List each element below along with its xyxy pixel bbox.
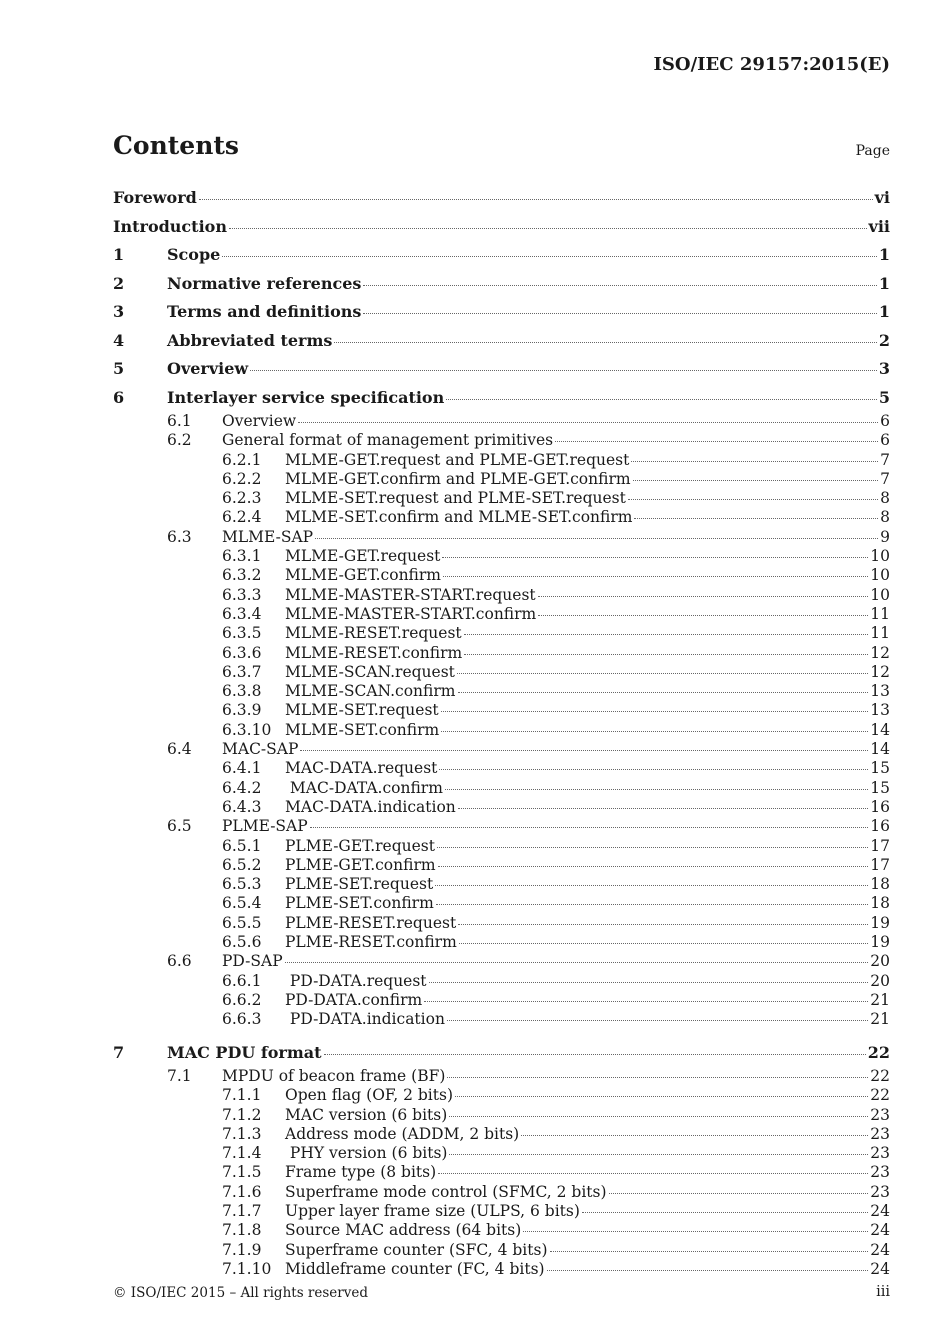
toc-entry-title: PLME-RESET.confirm [285,933,457,952]
toc-entry-number: 5 [113,359,125,378]
toc-entry-page: 23 [870,1105,890,1124]
toc-entry-title: MLME-SAP [222,527,314,546]
toc-entry-title: MLME-MASTER-START.confirm [285,604,537,623]
toc-entry-number: 6.6.3 [222,1010,262,1029]
toc-entry[interactable] [113,740,890,759]
toc-entry[interactable] [113,241,890,270]
toc-entry-title: MLME-RESET.request [285,624,462,643]
toc-entry-title: MAC-DATA.confirm [285,778,443,797]
toc-entry-number: 4 [113,330,125,350]
toc-entry-number: 6.5.5 [222,913,262,932]
toc-entry-page: 15 [870,778,890,797]
toc-entry[interactable] [113,701,890,720]
toc-entry[interactable] [113,1106,890,1125]
toc-entry-title: MLME-SCAN.request [285,662,455,681]
dot-leader [582,1212,868,1213]
toc-entry-title: PLME-SAP [222,817,308,836]
dot-leader [609,1193,869,1194]
dot-leader [437,847,868,848]
toc-entry-page: 23 [870,1124,890,1143]
toc-entry[interactable] [113,914,890,933]
toc-entry[interactable] [113,817,890,836]
dot-leader [449,1116,868,1117]
page-title: Contents [113,131,240,160]
toc-entry[interactable] [113,489,890,508]
toc-entry-number: 7.1.1 [222,1086,262,1105]
toc-entry-title: Source MAC address (64 bits) [285,1221,522,1240]
page-column-label: Page [855,143,890,159]
toc-entry-page: 24 [870,1259,890,1278]
toc-entry[interactable] [113,779,890,798]
dot-leader [334,342,876,343]
toc-entry-title: PD-DATA.request [285,971,427,990]
toc-entry-title: MAC-DATA.indication [285,797,456,816]
toc-entry-title: MAC-SAP [222,740,299,759]
toc-entry[interactable] [113,586,890,605]
toc-entry-number: 1 [113,245,125,264]
toc-entry-page: 8 [880,489,890,508]
dot-leader [441,731,868,732]
toc-entry[interactable] [113,1039,890,1068]
dot-leader [459,943,868,944]
toc-entry-number: 6.2.2 [222,469,262,488]
toc-entry-page: 6 [880,412,890,430]
toc-entry-number: 6.3.2 [222,566,262,585]
toc-entry[interactable] [113,566,890,585]
dot-leader [628,499,878,500]
toc-entry[interactable] [113,875,890,894]
toc-entry[interactable] [113,528,890,547]
toc-entry-number: 6.3.5 [222,624,262,643]
toc-entry-number: 2 [113,273,125,293]
dot-leader [443,576,868,577]
toc-entry-number: 6.6 [167,952,192,971]
toc-entry[interactable] [113,1183,890,1202]
toc-entry-page: 24 [870,1202,890,1221]
toc-entry-number: 6.4 [167,740,192,759]
toc-entry-page: 18 [870,894,890,913]
toc-entry-number: 7 [113,1042,125,1062]
toc-entry-title: MPDU of beacon frame (BF) [222,1067,446,1085]
toc-entry[interactable] [113,355,890,384]
toc-entry-title: PLME-RESET.request [285,913,457,932]
toc-entry-title: Frame type (8 bits) [285,1163,437,1182]
toc-entry[interactable] [113,682,890,701]
toc-entry-title: Foreword [113,188,197,207]
toc-entry-page: 1 [878,245,890,264]
toc-entry-number: 6.5 [167,817,192,836]
toc-entry-page: 18 [870,875,890,894]
dot-leader [315,538,878,539]
toc-entry-title: Overview [167,359,249,378]
toc-entry-title: MAC version (6 bits) [285,1105,448,1124]
toc-entry-number: 6.5.4 [222,894,262,913]
toc-entry[interactable] [113,384,890,413]
toc-entry-title: PD-SAP [222,952,283,971]
toc-entry-number: 7.1.3 [222,1124,262,1143]
toc-entry-number: 6.3 [167,527,192,546]
dot-leader [298,422,878,423]
toc-entry[interactable] [113,605,890,624]
toc-entry-page: 22 [867,1042,890,1062]
toc-entry-page: 20 [870,971,890,990]
toc-entry[interactable] [113,933,890,952]
dot-leader [455,1096,868,1097]
toc-entry-number: 7.1.7 [222,1202,262,1221]
toc-entry-page: 15 [870,759,890,778]
toc-entry-number: 7.1.9 [222,1240,262,1259]
toc-entry-page: 1 [878,273,890,293]
dot-leader [633,480,879,481]
toc-entry[interactable] [113,470,890,489]
dot-leader [229,228,867,229]
toc-entry-title: MLME-SET.confirm and MLME-SET.confirm [285,508,633,527]
dot-leader [441,711,869,712]
toc-entry-number: 6.1 [167,412,192,430]
dot-leader [550,1251,869,1252]
toc-entry-page: 16 [870,817,890,836]
toc-entry-title: MLME-MASTER-START.request [285,585,536,604]
toc-entry-number: 7.1.5 [222,1163,262,1182]
dot-leader [464,654,868,655]
toc-entry-number: 6.2 [167,431,192,450]
toc-entry-title: MLME-GET.confirm and PLME-GET.confirm [285,469,631,488]
toc-entry[interactable] [113,991,890,1010]
toc-entry-number: 7.1.10 [222,1259,272,1278]
dot-leader [442,557,868,558]
toc-entry[interactable] [113,213,890,242]
toc-entry-title: Upper layer frame size (ULPS, 6 bits) [285,1202,580,1221]
toc-entry-page: vii [868,216,890,236]
dot-leader [436,904,868,905]
dot-leader [324,1054,866,1055]
toc-entry-number: 6.3.4 [222,604,262,623]
toc-entry[interactable] [113,721,890,740]
toc-entry-title: PLME-SET.confirm [285,894,434,913]
toc-entry-number: 6.4.1 [222,759,262,778]
toc-entry[interactable] [113,547,890,566]
toc-entry-title: General format of management primitives [222,431,554,450]
toc-entry-page: 7 [880,469,890,488]
toc-entry-title: MLME-SET.request and PLME-SET.request [285,489,626,508]
dot-leader [447,1077,868,1078]
dot-leader [458,692,869,693]
toc-entry-title: PHY version (6 bits) [285,1144,448,1163]
toc-entry-title: Abbreviated terms [167,330,333,350]
dot-leader [547,1270,869,1271]
toc-entry-title: MLME-GET.request and PLME-GET.request [285,450,630,469]
toc-entry-number: 6.2.1 [222,450,262,469]
toc-entry-number: 7.1.2 [222,1105,262,1124]
toc-entry-number: 6.3.6 [222,643,262,662]
dot-leader [631,461,878,462]
toc-entry-number: 6.6.2 [222,990,262,1009]
dot-leader [363,285,876,286]
footer-copyright: © ISO/IEC 2015 – All rights reserved [113,1285,368,1301]
dot-leader [429,982,869,983]
toc-entry-page: 10 [870,585,890,604]
dot-leader [199,199,873,200]
toc-entry-number: 6.5.6 [222,933,262,952]
toc-entry-number: 6.3.7 [222,662,262,681]
dot-leader [523,1231,868,1232]
toc-entry[interactable] [113,431,890,450]
toc-entry-page: 10 [870,566,890,585]
toc-entry[interactable] [113,1010,890,1029]
toc-entry-title: Middleframe counter (FC, 4 bits) [285,1259,545,1278]
dot-leader [555,441,878,442]
toc-entry-number: 7.1.8 [222,1221,262,1240]
toc-entry-title: Terms and definitions [167,302,362,321]
toc-entry[interactable] [113,270,890,299]
toc-entry-page: 10 [870,547,890,566]
toc-entry-number: 6.3.8 [222,682,262,701]
toc-entry[interactable] [113,1163,890,1182]
toc-entry-page: 11 [870,624,890,643]
toc-entry[interactable] [113,1086,890,1105]
toc-entry-number: 6.3.9 [222,701,262,720]
toc-entry[interactable] [113,1125,890,1144]
toc-entry-page: 1 [878,302,890,321]
toc-entry[interactable] [113,894,890,913]
dot-leader [285,962,869,963]
toc-entry-title: MLME-SET.confirm [285,720,440,739]
toc-entry-page: 9 [880,527,890,546]
dot-leader [438,1173,868,1174]
toc-entry-page: vi [874,188,890,207]
dot-leader [445,789,868,790]
toc-entry[interactable] [113,451,890,470]
toc-entry-title: Interlayer service specification [167,387,445,407]
dot-leader [521,1135,868,1136]
toc-entry-page: 11 [870,604,890,623]
toc-entry-page: 23 [870,1144,890,1163]
toc-entry-title: Address mode (ADDM, 2 bits) [285,1124,520,1143]
toc-entry[interactable] [113,798,890,817]
toc-entry-page: 21 [870,1010,890,1029]
toc-entry[interactable] [113,1144,890,1163]
toc-entry-title: MAC PDU format [167,1042,322,1062]
dot-leader [634,518,878,519]
toc-entry[interactable] [113,1241,890,1260]
toc-entry[interactable] [113,1202,890,1221]
toc-entry-page: 13 [870,701,890,720]
dot-leader [458,808,868,809]
toc-entry-title: Scope [167,245,221,264]
dot-leader [250,370,877,371]
toc-entry-title: Superframe mode control (SFMC, 2 bits) [285,1182,607,1201]
dot-leader [310,827,869,828]
toc-entry-title: MLME-SCAN.confirm [285,682,456,701]
toc-entry-number: 6.6.1 [222,971,262,990]
toc-entry-title: Introduction [113,216,227,236]
toc-entry-page: 17 [870,836,890,855]
toc-entry-page: 20 [870,952,890,971]
toc-entry-title: PLME-GET.request [285,836,435,855]
toc-entry[interactable] [113,856,890,875]
toc-entry[interactable] [113,759,890,778]
dot-leader [300,750,868,751]
toc-entry[interactable] [113,298,890,327]
toc-entry-title: Open flag (OF, 2 bits) [285,1086,453,1105]
footer-page-number: iii [876,1284,890,1300]
toc-entry-number: 6.2.4 [222,508,262,527]
toc-entry-number: 6.3.1 [222,547,262,566]
dot-leader [447,1020,868,1021]
toc-entry[interactable] [113,1260,890,1279]
toc-entry-title: PLME-SET.request [285,875,434,894]
toc-entry-title: PLME-GET.confirm [285,855,436,874]
toc-entry[interactable] [113,972,890,991]
toc-entry-page: 23 [870,1182,890,1201]
toc-entry-page: 22 [870,1067,890,1085]
toc-entry-title: Normative references [167,273,362,293]
toc-entry-page: 6 [880,431,890,450]
toc-entry[interactable] [113,184,890,213]
toc-entry-title: MLME-GET.confirm [285,566,441,585]
toc-entry-page: 3 [878,359,890,378]
toc-entry[interactable] [113,644,890,663]
table-of-contents [113,184,890,1279]
toc-entry-page: 12 [870,643,890,662]
toc-entry-page: 16 [870,797,890,816]
toc-entry-number: 6.5.1 [222,836,262,855]
dot-leader [457,673,868,674]
toc-entry-number: 7.1.4 [222,1144,262,1163]
toc-entry[interactable] [113,1067,890,1086]
toc-entry-page: 23 [870,1163,890,1182]
toc-entry[interactable] [113,412,890,431]
toc-entry-page: 14 [870,720,890,739]
toc-entry-page: 21 [870,990,890,1009]
dot-leader [363,313,876,314]
dot-leader [424,1001,868,1002]
toc-entry-title: MLME-GET.request [285,547,441,566]
toc-entry[interactable] [113,1221,890,1240]
toc-entry-number: 6.3.10 [222,720,272,739]
toc-entry[interactable] [113,624,890,643]
toc-entry-page: 19 [870,933,890,952]
toc-entry[interactable] [113,327,890,356]
dot-leader [438,866,869,867]
toc-entry-page: 2 [878,330,890,350]
toc-entry-title: MLME-RESET.confirm [285,643,463,662]
dot-leader [439,769,868,770]
toc-entry-page: 8 [880,508,890,527]
document-id: ISO/IEC 29157:2015(E) [653,54,890,75]
toc-entry-number: 6.3.3 [222,585,262,604]
toc-entry-page: 14 [870,740,890,759]
toc-entry-number: 7.1.6 [222,1182,262,1201]
toc-entry-page: 7 [880,450,890,469]
toc-entry-number: 6.2.3 [222,489,262,508]
toc-entry[interactable] [113,663,890,682]
toc-entry-page: 22 [870,1086,890,1105]
toc-entry-title: PD-DATA.indication [285,1010,445,1029]
dot-leader [458,924,868,925]
toc-entry-title: MLME-SET.request [285,701,439,720]
toc-entry-number: 6 [113,387,125,407]
toc-entry-number: 7.1 [167,1067,192,1085]
toc-entry[interactable] [113,837,890,856]
dot-leader [449,1154,868,1155]
toc-entry-page: 12 [870,662,890,681]
toc-entry[interactable] [113,952,890,971]
dot-leader [538,596,869,597]
dot-leader [464,634,869,635]
toc-entry-page: 5 [878,387,890,407]
toc-entry-page: 13 [870,682,890,701]
dot-leader [538,615,868,616]
toc-entry-title: Overview [222,412,297,430]
toc-entry-title: Superframe counter (SFC, 4 bits) [285,1240,548,1259]
toc-entry-number: 6.5.2 [222,855,262,874]
dot-leader [435,885,868,886]
toc-entry[interactable] [113,508,890,527]
toc-entry-number: 6.4.2 [222,778,262,797]
toc-entry-number: 6.4.3 [222,797,262,816]
dot-leader [446,399,877,400]
toc-entry-number: 6.5.3 [222,875,262,894]
toc-entry-page: 24 [870,1221,890,1240]
toc-entry-page: 19 [870,913,890,932]
toc-entry-title: MAC-DATA.request [285,759,438,778]
toc-entry-page: 17 [870,855,890,874]
toc-entry-number: 3 [113,302,125,321]
toc-entry-page: 24 [870,1240,890,1259]
dot-leader [222,256,877,257]
toc-entry-title: PD-DATA.confirm [285,990,423,1009]
